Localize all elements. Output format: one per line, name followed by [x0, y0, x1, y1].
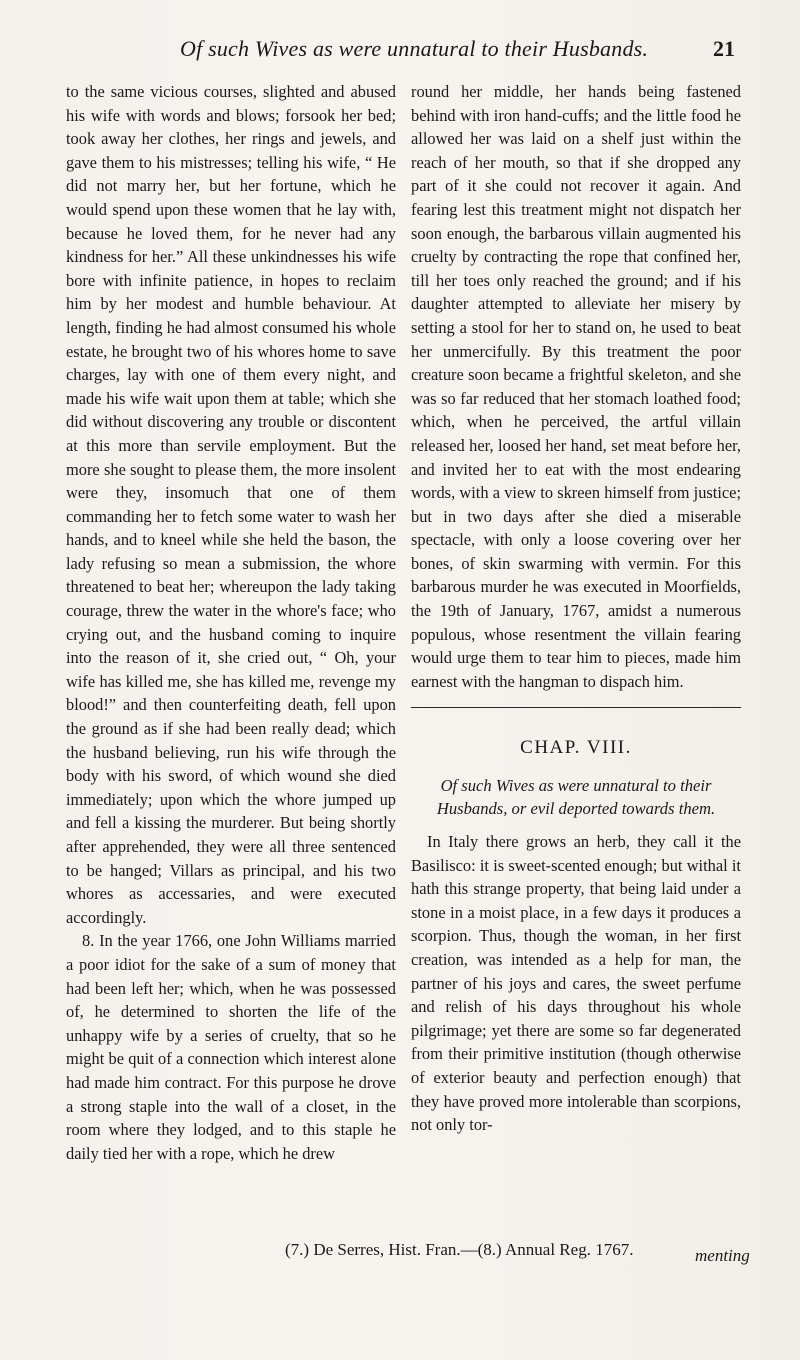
chapter-subtitle: Of such Wives as were unnatural to their Husbands, or evil deported towards them.	[436, 776, 716, 819]
chapter-heading: CHAP. VIII.	[520, 737, 632, 759]
footnote: (7.) De Serres, Hist. Fran.—(8.) Annual Reg. 1767.	[285, 1240, 634, 1259]
running-head: Of such Wives as were unnatural to their Husbands.	[180, 36, 649, 61]
paragraph: round her middle, her hands being fastened behind with iron hand-cuffs; and the little food he allowed her was laid on a shelf just within the reach of her mouth, so that if she dropped any part of it she could not recover it again. And fearing lest this treatment might not dispatch her soon enough, the barbarous villain augmented his cruelty by contracting the rope that confined her, till her toes only reached the ground; and if his daughter attempted to alleviate her misery by setting a stool for her to stand on, he used to beat her unmercifully. By this treatment the poor creature soon became a frightful skeleton, and she was so far reduced that her stomach loathed food; which, when he perceived, the artful villain released her, loosed her hand, set meat before her, and invited her to eat with the most endearing words, with a view to skreen himself from justice; but in two days after she died a miserable spectacle, with only a loose covering over her bones, of skin swarming with vermin. For this barbarous murder he was executed in Moorfields, the 19th of January, 1767, amidst a numerous populous, whose resentment the villain fearing would urge them to tear him to pieces, made him earnest with the hangman to dispach him.	[411, 82, 741, 691]
left-column	[66, 80, 396, 1165]
paragraph: to the same vicious courses, slighted and abused his wife with words and blows; forsook her bed; took away her clothes, her rings and jewels, and gave them to his mistresses; telling his wife, “ He did not marry her, but her fortune, which he would spend upon these women that he lay with, because he loved them, for he never had any kindness for her.” All these unkindnesses his wife bore with infinite patience, in hopes to reclaim him by her modest and humble behaviour. At length, finding he had almost consumed his whole estate, he brought two of his whores home to save charges, lay with one of them every night, and made his wife wait upon them at table; which she did without discovering any trouble or discontent at this more than servile employment. But the more she sought to please them, the more insolent were they, insomuch that one of them commanding her to fetch some water to wash her hands, and to kneel while she held the bason, the lady refusing so mean a submission, the whore threatened to beat her; whereupon the lady taking courage, threw the water in the whore's face; who crying out, and the husband coming to inquire into the reason of it, she cried out, “ Oh, your wife has killed me, she has killed me, revenge my blood!” and then counterfeiting death, fell upon the ground as if she had been really dead; which the husband believing, run his wife through the body with his sword, of which wound she died immediately; upon which the whore jumped up and fell a kissing the murderer. But being shortly after apprehended, they were all three sentenced to be hanged; Villars as principal, and his two whores as accessaries, and were executed accordingly.	[66, 82, 396, 927]
section-divider	[411, 707, 741, 708]
paragraph: In Italy there grows an herb, they call it the Basilisco: it is sweet-scented enough; but withal it hath this strange property, that being laid under a stone in a moist place, in a few days it produces a scorpion. Thus, though the woman, in her first creation, was intended as a help for man, the partner of his joys and cares, the sweet perfume and relish of his days throughout his whole pilgrimage; yet there are some so far degenerated from their primitive institution (though otherwise of exterior beauty and perfection enough) that they have proved more intolerable than scorpions, not only tor-	[411, 832, 741, 1135]
right-column	[411, 80, 741, 1137]
page-number: 21	[713, 36, 735, 61]
paragraph: 8. In the year 1766, one John Williams married a poor idiot for the sake of a sum of money that had been left her; which, when he was possessed of, he determined to shorten the life of the unhappy wife by a series of cruelty, that so he might be quit of a connection which interest alone had made him contract. For this purpose he drove a strong staple into the wall of a closet, in the room where they lodged, and to this staple he daily tied her with a rope, which he drew	[66, 931, 396, 1163]
catchword: menting	[695, 1246, 750, 1265]
